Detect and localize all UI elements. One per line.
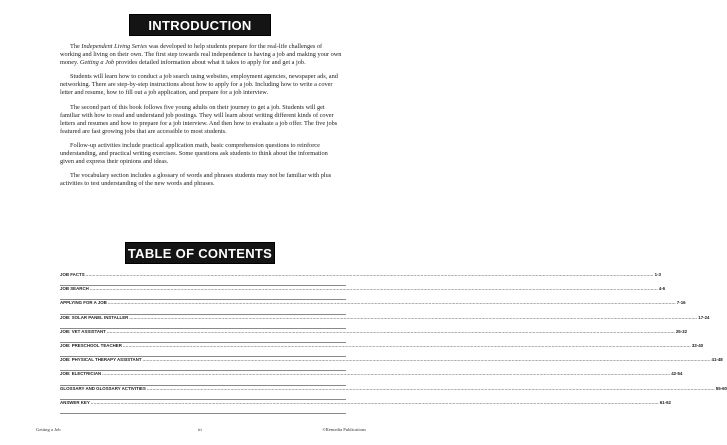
intro-italic-text: Independent Living Series <box>81 43 148 50</box>
toc-entry-label: APPLYING FOR A JOB <box>60 300 107 306</box>
toc-entry <box>60 342 704 357</box>
toc-entry <box>60 286 666 300</box>
toc-entry <box>60 371 683 385</box>
toc-entry <box>60 314 710 329</box>
toc-dot-leader: ................................................................................................................................................................................................................................................................................................................................................................................................................ <box>129 314 698 320</box>
toc-entry-pages: 33-40 <box>691 342 704 348</box>
intro-paragraph <box>60 172 342 188</box>
intro-paragraph <box>60 142 342 166</box>
introduction-body <box>60 43 342 194</box>
toc-dot-leader: ................................................................................................................................................................................................................................................................................................................................................................................................................ <box>106 328 675 334</box>
toc-entry <box>60 399 671 414</box>
toc-entry-pages: 1-3 <box>654 272 661 277</box>
intro-text: The second part of this book follows five young adults on their journey to get a job. Students will get familiar with how to read and understand job postings. They will learn about writing different kinds of cover letters and resumes and how to prepare for a job interview. And then how to evaluate a job offer. The five jobs featured are fast growing jobs that are accessible to most students. <box>60 103 338 135</box>
toc-entry-label: JOB: PRESCHOOL TEACHER <box>60 342 122 348</box>
toc-entry-label: JOB: VET ASSISTANT <box>60 328 106 334</box>
intro-text: provides detailed information about what it takes to apply for and get a job. <box>114 59 306 67</box>
toc-dot-leader: ................................................................................................................................................................................................................................................................................................................................................................................................................ <box>85 272 654 277</box>
intro-text: was developed to help students prepare for the real-life challenges of working and living on their own. The first step towards real independence is having a job and making your own money. <box>60 43 342 67</box>
toc-entry-pages: 7-16 <box>676 300 686 306</box>
toc-entry-pages: 17-24 <box>698 314 710 320</box>
toc-entry-pages: 61-62 <box>659 399 671 405</box>
table-of-contents-heading: TABLE OF CONTENTS <box>125 242 275 264</box>
toc-entry-pages: 42-54 <box>671 371 683 377</box>
introduction-heading: INTRODUCTION <box>129 14 271 36</box>
toc-dot-leader: ................................................................................................................................................................................................................................................................................................................................................................................................................ <box>89 286 658 292</box>
toc-entry-label: GLOSSARY AND GLOSSARY ACTIVITIES <box>60 385 146 391</box>
toc-entry-label: JOB FACTS <box>60 272 85 277</box>
toc-entry-label: JOB: ELECTRICIAN <box>60 371 102 377</box>
footer-publisher: ©Remedia Publications <box>322 427 366 432</box>
toc-entry-pages: 41-48 <box>711 357 723 363</box>
toc-dot-leader: ................................................................................................................................................................................................................................................................................................................................................................................................................ <box>146 385 715 391</box>
toc-dot-leader: ................................................................................................................................................................................................................................................................................................................................................................................................................ <box>122 342 691 348</box>
toc-entry-pages: 55-60 <box>715 385 727 391</box>
toc-entry-label: JOB SEARCH <box>60 286 89 292</box>
toc-entry-pages: 4-6 <box>658 286 666 292</box>
toc-dot-leader: ................................................................................................................................................................................................................................................................................................................................................................................................................ <box>107 300 676 306</box>
intro-text: The <box>70 43 82 50</box>
toc-entry <box>60 357 723 371</box>
toc-dot-leader: ................................................................................................................................................................................................................................................................................................................................................................................................................ <box>142 357 711 363</box>
intro-italic-text: Getting a Job <box>79 59 115 67</box>
table-of-contents <box>60 272 727 414</box>
toc-entry <box>60 328 688 343</box>
footer-page-number: iii <box>198 427 202 432</box>
toc-entry-pages: 25-32 <box>675 328 688 334</box>
toc-entry-label: JOB: SOLAR PANEL INSTALLER <box>60 314 129 320</box>
intro-text: Follow-up activities include practical application math, basic comprehension questions to reinforce understanding, and practical writing exercises. Some questions ask students to think about the information given and express their opinions and ideas. <box>60 141 328 166</box>
toc-dot-leader: ................................................................................................................................................................................................................................................................................................................................................................................................................ <box>102 371 671 377</box>
footer-book-title: Getting a Job <box>36 427 61 432</box>
intro-paragraph <box>60 43 342 67</box>
toc-dot-leader: ................................................................................................................................................................................................................................................................................................................................................................................................................ <box>90 399 659 405</box>
toc-entry <box>60 385 727 400</box>
toc-entry-label: JOB: PHYSICAL THERAPY ASSISTANT <box>60 357 142 363</box>
intro-paragraph <box>60 73 342 97</box>
toc-entry <box>60 272 661 286</box>
toc-entry <box>60 300 686 314</box>
intro-paragraph <box>60 104 342 136</box>
intro-text: Students will learn how to conduct a job search using websites, employment agencies, newspaper ads, and networking. There are step-by-step instructions about how to apply for a job. Including how to write a cover letter and resume, how to fill out a job application, and prepare for a job interview. <box>60 73 338 97</box>
toc-entry-label: ANSWER KEY <box>60 399 90 405</box>
intro-text: The vocabulary section includes a glossary of words and phrases students may not be familiar with plus activities to test understanding of the new words and phrases. <box>60 172 332 188</box>
